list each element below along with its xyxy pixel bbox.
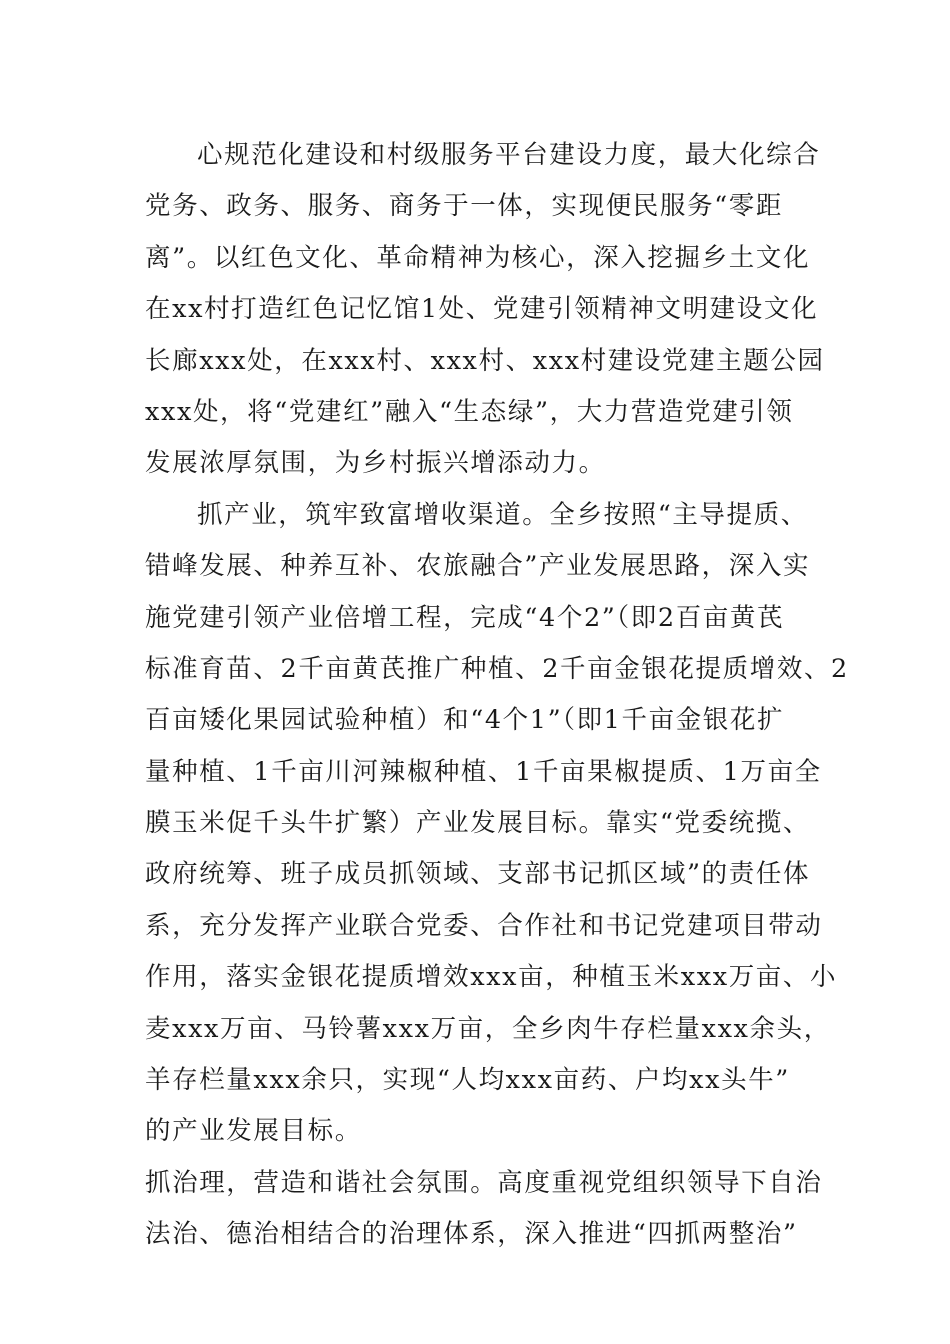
paragraph-line: 发展浓厚氛围，为乡村振兴增添动力。 [145, 448, 606, 479]
paragraph-line: 量种植、1千亩川河辣椒种植、1千亩果椒提质、1万亩全 [145, 756, 822, 787]
paragraph-line: 长廊xxx处，在xxx村、xxx村、xxx村建设党建主题公园 [145, 345, 825, 376]
paragraph-line: 法治、德治相结合的治理体系，深入推进“四抓两整治” [145, 1219, 798, 1250]
paragraph-3 [145, 1158, 823, 1261]
paragraph-line: 施党建引领产业倍增工程，完成“4个2”（即2百亩黄芪 [145, 602, 785, 633]
paragraph-line: 作用，落实金银花提质增效xxx亩，种植玉米xxx万亩、小 [145, 962, 838, 993]
paragraph-line: 抓产业，筑牢致富增收渠道。全乡按照“主导提质、 [197, 499, 808, 530]
paragraph-line: 标准育苗、2千亩黄芪推广种植、2千亩金银花提质增效、2 [145, 653, 849, 684]
paragraph-line: 政府统筹、班子成员抓领域、支部书记抓区域”的责任体 [145, 859, 811, 890]
paragraph-line: 百亩矮化果园试验种植）和“4个1”（即1千亩金银花扩 [145, 705, 785, 736]
paragraph-line: 抓治理，营造和谐社会氛围。高度重视党组织领导下自治 [145, 1167, 823, 1198]
paragraph-line: 膜玉米促千头牛扩繁）产业发展目标。靠实“党委统揽、 [145, 808, 811, 839]
paragraph-line: 错峰发展、种养互补、农旅融合”产业发展思路，深入实 [145, 551, 811, 582]
paragraph-line: 在xx村打造红色记忆馆1处、党建引领精神文明建设文化 [145, 294, 819, 325]
paragraph-line: 系，充分发挥产业联合党委、合作社和书记党建项目带动 [145, 910, 823, 941]
paragraph-line: 的产业发展目标。 [145, 1116, 362, 1147]
paragraph-line: 离”。以红色文化、革命精神为核心，深入挖掘乡土文化 [145, 242, 811, 273]
paragraph-1 [145, 130, 825, 490]
paragraph-line: 羊存栏量xxx余只，实现“人均xxx亩药、户均xx头牛” [145, 1065, 790, 1096]
paragraph-line: 心规范化建设和村级服务平台建设力度，最大化综合 [197, 140, 821, 170]
paragraph-line: 党务、政务、服务、商务于一体，实现便民服务“零距 [145, 191, 783, 222]
paragraph-line: xxx处，将“党建红”融入“生态绿”，大力营造党建引领 [145, 396, 794, 427]
document-body [145, 130, 849, 1261]
paragraph-line: 麦xxx万亩、马铃薯xxx万亩，全乡肉牛存栏量xxx余头， [145, 1013, 831, 1044]
paragraph-2 [145, 490, 849, 1158]
